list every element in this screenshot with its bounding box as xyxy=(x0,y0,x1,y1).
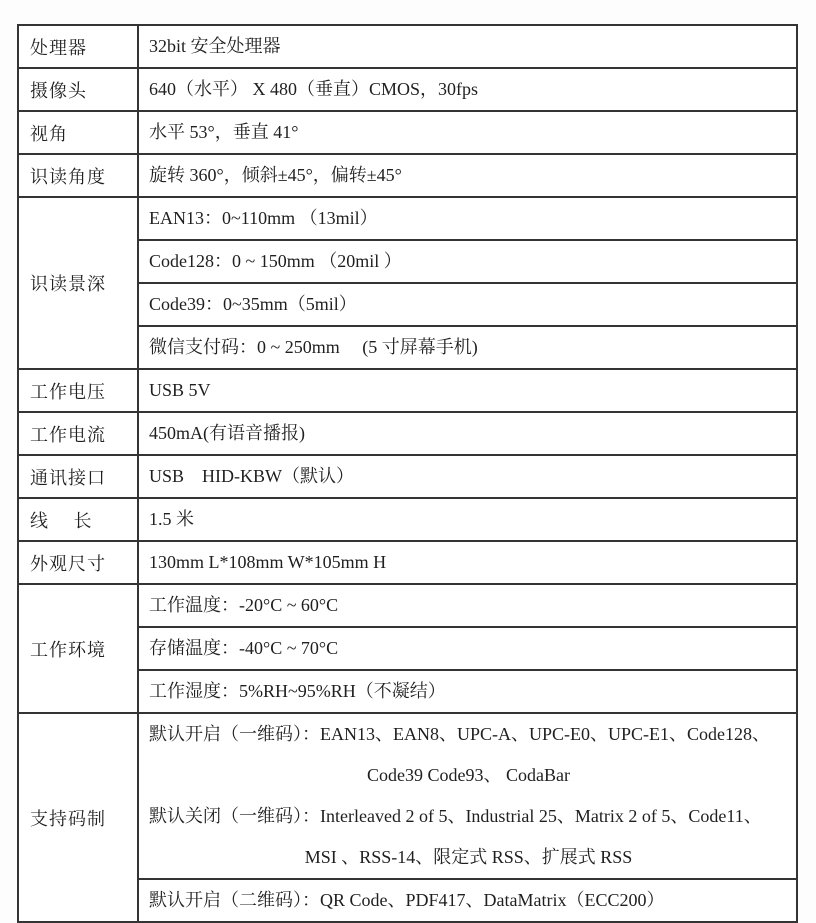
value-line: USB HID-KBW（默认） xyxy=(149,466,354,486)
row-label: 识读景深 xyxy=(19,198,139,368)
value-cell xyxy=(139,325,796,368)
value-cell xyxy=(139,69,796,110)
value-line: 1.5 米 xyxy=(149,509,194,529)
value-line: 32bit 安全处理器 xyxy=(149,36,281,56)
value-line: 默认开启（二维码）：QR Code、PDF417、DataMatrix（ECC200） xyxy=(149,890,665,910)
table-row-voltage xyxy=(19,368,796,411)
value-cell xyxy=(139,626,796,669)
table-row-interface xyxy=(19,454,796,497)
value-line: 存储温度：-40°C ~ 70°C xyxy=(149,638,339,658)
value-line: 默认开启（一维码）：EAN13、EAN8、UPC-A、UPC-E0、UPC-E1、Code128、 xyxy=(149,724,770,744)
table-row-read-angle xyxy=(19,153,796,196)
row-values xyxy=(139,26,796,67)
row-values xyxy=(139,499,796,540)
value-cell xyxy=(139,155,796,196)
value-cell xyxy=(139,499,796,540)
row-values xyxy=(139,112,796,153)
row-label: 处理器 xyxy=(19,26,139,67)
table-row-symbologies xyxy=(19,712,796,921)
table-row-cable-length xyxy=(19,497,796,540)
value-line: Code39：0~35mm（5mil） xyxy=(149,294,357,314)
row-values xyxy=(139,585,796,712)
value-cell xyxy=(139,239,796,282)
value-line: 微信支付码：0 ~ 250mm (5 寸屏幕手机) xyxy=(149,337,478,357)
value-line: 450mA(有语音播报) xyxy=(149,423,305,443)
row-label: 视角 xyxy=(19,112,139,153)
value-cell xyxy=(139,198,796,239)
table-row-depth-of-field xyxy=(19,196,796,368)
row-label: 工作电流 xyxy=(19,413,139,454)
value-cell xyxy=(139,456,796,497)
row-values xyxy=(139,155,796,196)
table-row-current xyxy=(19,411,796,454)
value-line: Code128：0 ~ 150mm （20mil ） xyxy=(149,251,402,271)
row-label: 工作电压 xyxy=(19,370,139,411)
value-cell xyxy=(139,714,796,878)
table-row-environment xyxy=(19,583,796,712)
row-label: 通讯接口 xyxy=(19,456,139,497)
value-line: USB 5V xyxy=(149,380,211,400)
value-line: 工作温度：-20°C ~ 60°C xyxy=(149,595,339,615)
value-cell xyxy=(139,413,796,454)
table-row-processor xyxy=(19,26,796,67)
row-values xyxy=(139,542,796,583)
value-line: 默认关闭（一维码）：Interleaved 2 of 5、Industrial 25、Matrix 2 of 5、Code11、 xyxy=(149,806,762,826)
value-cell xyxy=(139,878,796,921)
row-label: 工作环境 xyxy=(19,585,139,712)
value-line: Code39 Code93、 CodaBar xyxy=(367,765,570,785)
row-values xyxy=(139,714,796,921)
row-label: 线 长 xyxy=(19,499,139,540)
value-line: 130mm L*108mm W*105mm H xyxy=(149,552,387,572)
value-cell xyxy=(139,585,796,626)
value-cell xyxy=(139,282,796,325)
row-label: 识读角度 xyxy=(19,155,139,196)
row-label: 外观尺寸 xyxy=(19,542,139,583)
table-row-dimensions xyxy=(19,540,796,583)
row-label: 支持码制 xyxy=(19,714,139,921)
row-values xyxy=(139,456,796,497)
row-values xyxy=(139,69,796,110)
row-values xyxy=(139,370,796,411)
row-values xyxy=(139,413,796,454)
spec-table xyxy=(17,24,798,923)
value-line: 工作湿度：5%RH~95%RH（不凝结） xyxy=(149,681,446,701)
row-label: 摄像头 xyxy=(19,69,139,110)
value-line: MSI 、RSS-14、限定式 RSS、扩展式 RSS xyxy=(304,847,633,867)
value-line: 旋转 360°，倾斜±45°，偏转±45° xyxy=(149,165,402,185)
value-cell xyxy=(139,26,796,67)
value-line: EAN13：0~110mm （13mil） xyxy=(149,208,378,228)
value-line: 640（水平） X 480（垂直）CMOS，30fps xyxy=(149,79,479,99)
value-cell xyxy=(139,370,796,411)
table-row-view-angle xyxy=(19,110,796,153)
value-cell xyxy=(139,112,796,153)
value-cell xyxy=(139,542,796,583)
row-values xyxy=(139,198,796,368)
value-line: 水平 53°，垂直 41° xyxy=(149,122,299,142)
value-cell xyxy=(139,669,796,712)
table-row-camera xyxy=(19,67,796,110)
